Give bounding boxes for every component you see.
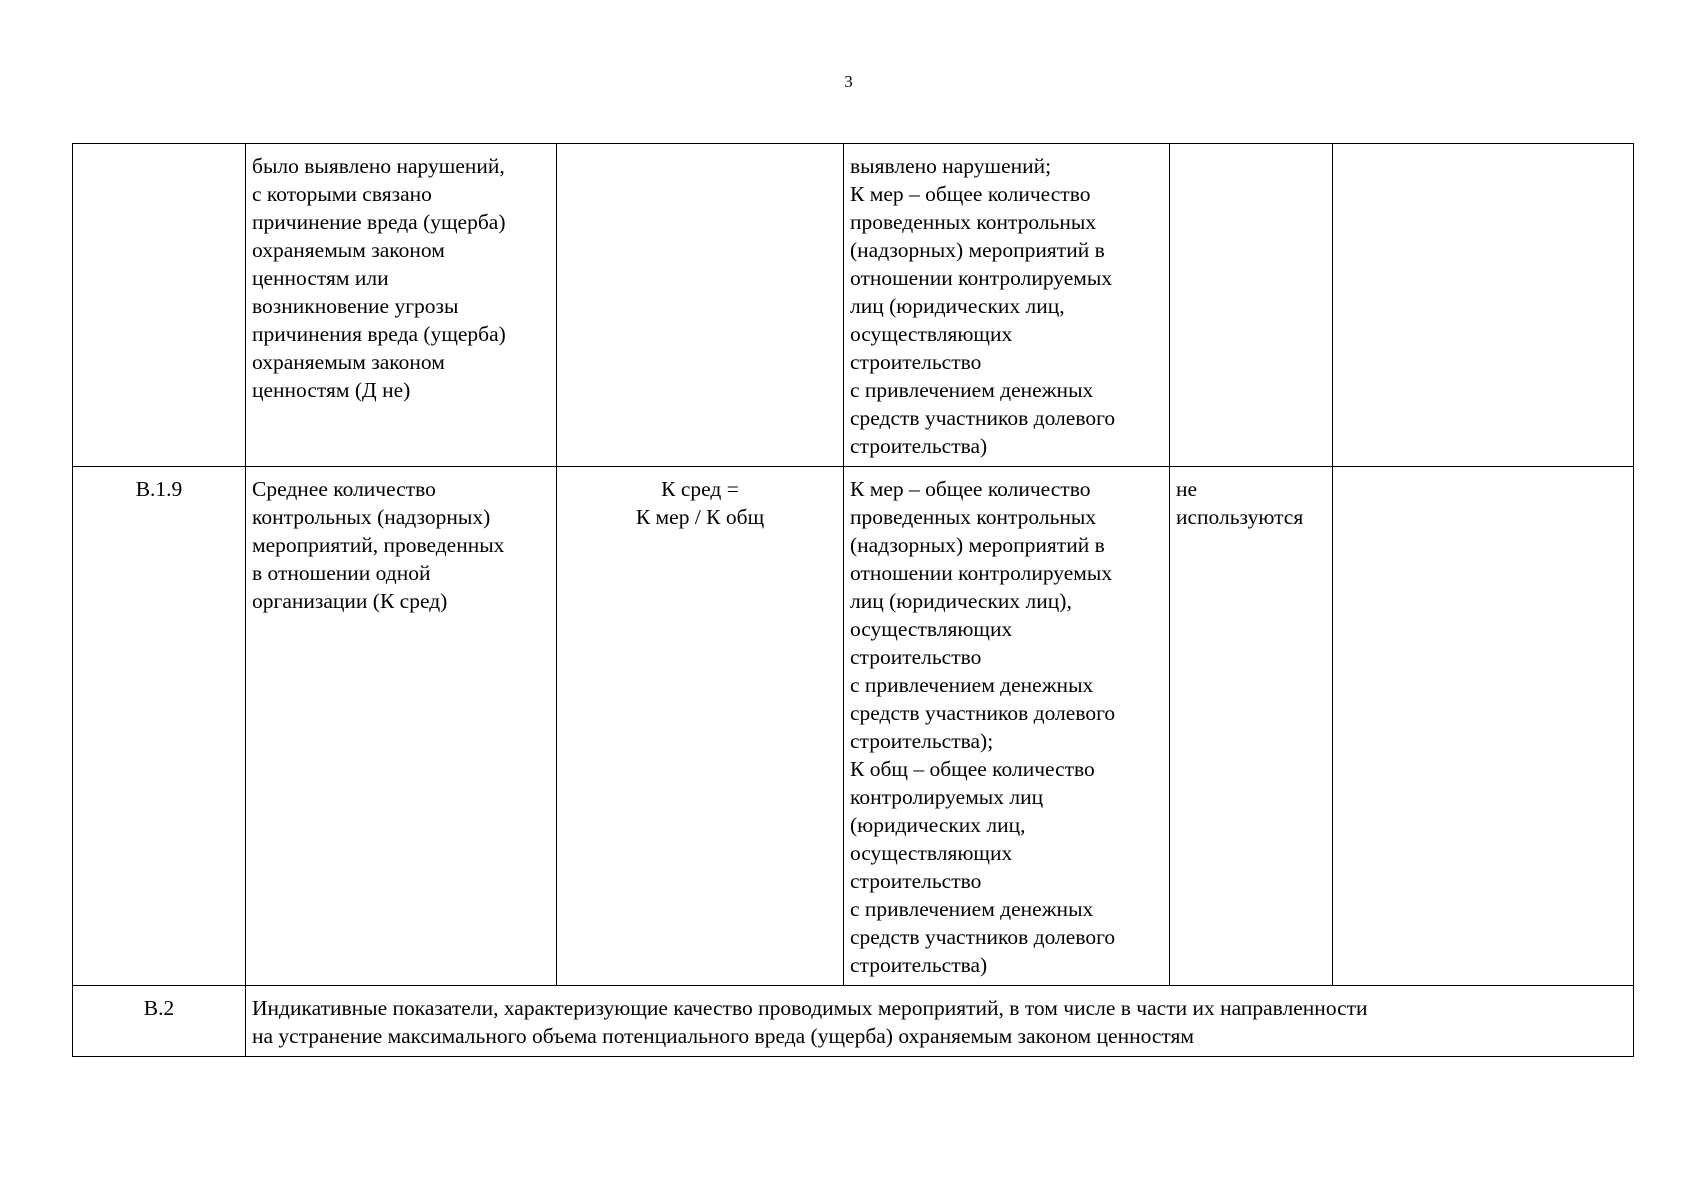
cell-number: В.1.9	[73, 467, 246, 986]
cell-description: К мер – общее количество проведенных контрольных (надзорных) мероприятий в отношении контролируемых лиц (юридических лиц), осуществляющих строительство с привлечением денежных средств участников долевого строительства); К общ – общее количество контролируемых лиц (юридических лиц, осуществляющих строительство с привлечением денежных средств участников долевого строительства)	[844, 467, 1170, 986]
cell-description: выявлено нарушений; К мер – общее количество проведенных контрольных (надзорных) мероприятий в отношении контролируемых лиц (юридических лиц, осуществляющих строительство с привлечением денежных средств участников долевого строительства)	[844, 144, 1170, 467]
table-row-b2	[73, 986, 1634, 1057]
table-row-b19	[73, 467, 1634, 986]
cell-indicator-name: Среднее количество контрольных (надзорных) мероприятий, проведенных в отношении одной организации (К сред)	[246, 467, 557, 986]
cell-number: В.2	[73, 986, 246, 1057]
cell-number	[73, 144, 246, 467]
table-row-continuation	[73, 144, 1634, 467]
cell-note	[1333, 144, 1634, 467]
cell-target-value	[1170, 144, 1333, 467]
page-number: 3	[844, 72, 853, 91]
cell-section-title: Индикативные показатели, характеризующие качество проводимых мероприятий, в том числе в части их направленности на устранение максимального объема потенциального вреда (ущерба) охраняемым законом ценностям	[246, 986, 1634, 1057]
cell-note	[1333, 467, 1634, 986]
cell-indicator-name: было выявлено нарушений, с которыми связано причинение вреда (ущерба) охраняемым законом ценностям или возникновение угрозы причинения вреда (ущерба) охраняемым законом ценностям (Д не)	[246, 144, 557, 467]
cell-formula	[557, 144, 844, 467]
cell-formula: К сред = К мер / К общ	[557, 467, 844, 986]
cell-target-value: не используются	[1170, 467, 1333, 986]
indicators-table	[72, 143, 1634, 1057]
